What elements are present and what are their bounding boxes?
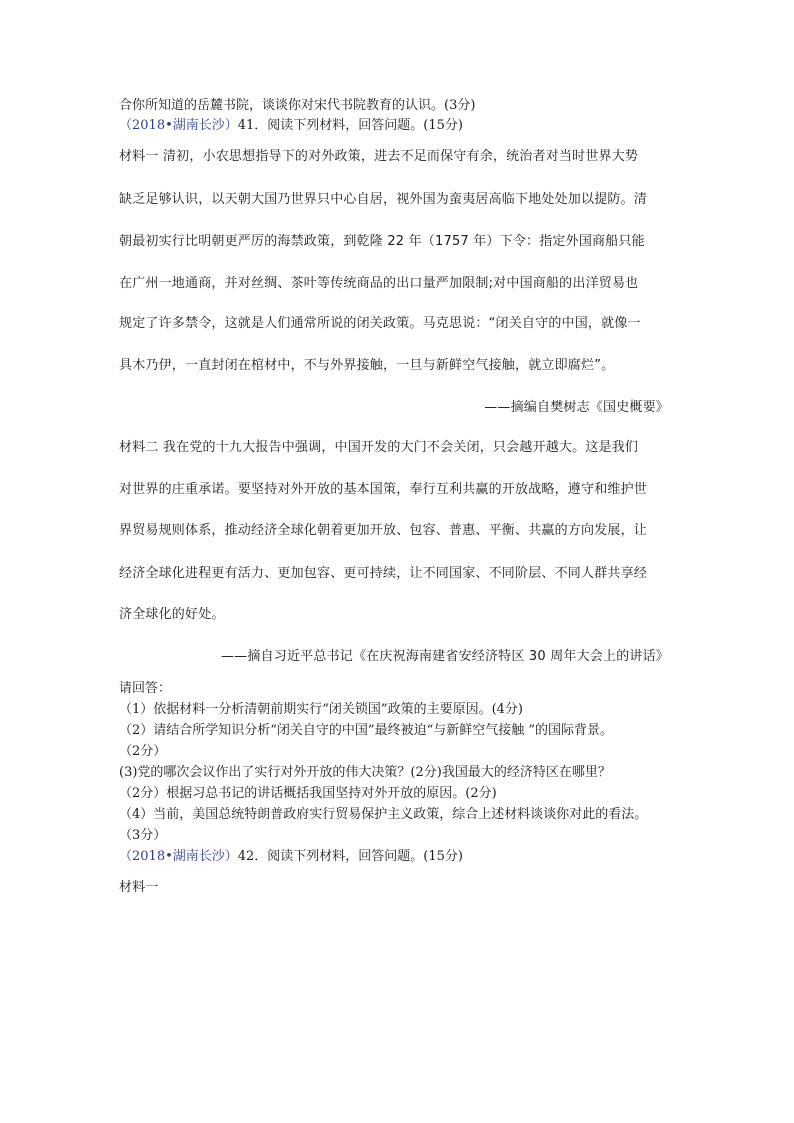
material1-line: 朝最初实行比明朝更严厉的海禁政策，到乾隆 22 年（1757 年）下令：指定外国商船只能 [119,234,645,249]
material2-line: 对世界的庄重承诺。要坚持对外开放的基本国策，奉行互利共赢的开放战略，遵守和维护世 [119,482,648,497]
material1-line: 在广州一地通商，并对丝绸、茶叶等传统商品的出口量严加限制;对中国商船的出洋贸易也 [119,276,639,291]
sub-question-line: (3)党的哪次会议作出了实行对外开放的伟大决策？(2分)我国最大的经济特区在哪里？ [119,765,611,780]
sub-question-line: （4）当前，美国总统特朗普政府实行贸易保护主义政策，综合上述材料谈谈你对此的看法。 [119,807,648,822]
material1-source: ——摘编自樊树志《国史概要》 [484,400,669,415]
sub-question-line: （1）依据材料一分析清朝前期实行“闭关锁国”政策的主要原因。(4分) [119,702,523,717]
question-42-header [119,848,463,866]
material1-line: 材料一 清初，小农思想指导下的对外政策，进去不足而保守有余，统治者对当时世界大势 [119,149,639,164]
question-source: （2018•湖南长沙） [119,118,238,133]
question-source: （2018•湖南长沙） [119,849,238,864]
question-title: 42．阅读下列材料，回答问题。(15分) [237,849,463,864]
material2-source: ——摘自习近平总书记《在庆祝海南建省安经济特区 30 周年大会上的讲话》 [220,649,669,664]
sub-question-line: （2）请结合所学知识分析“闭关自守的中国”最终被迫“与新鲜空气接触 ”的国际背景。 [119,723,613,738]
material1-line: 规定了许多禁令，这就是人们通常所说的闭关政策。马克思说：“闭关自守的中国，就像一 [119,316,641,331]
material2-line: 济全球化的好处。 [119,607,225,622]
material1-line: 具木乃伊，一直封闭在棺材中，不与外界接触，一旦与新鲜空气接触，就立即腐烂”。 [119,358,615,373]
sub-question-line: （2分）根据习总书记的讲话概括我国坚持对外开放的原因。(2分) [119,786,497,801]
sub-question-line: （3分） [119,828,167,843]
question-title: 41．阅读下列材料，回答问题。(15分) [237,118,463,133]
material1-line: 缺乏足够认识，以天朝大国乃世界只中心自居，视外国为蛮夷居高临下地处处加以提防。清 [119,192,648,207]
material2-line: 界贸易规则体系，推动经济全球化朝着更加开放、包容、普惠、平衡、共赢的方向发展，让 [119,523,648,538]
previous-question-tail: 合你所知道的岳麓书院，谈谈你对宋代书院教育的认识。(3分) [119,98,476,113]
material2-line: 材料二 我在党的十九大报告中强调，中国开发的大门不会关闭，只会越开越大。这是我们 [119,440,639,455]
q42-material1-label: 材料一 [119,880,159,895]
answer-prompt: 请回答： [119,681,172,696]
sub-question-line: （2分） [119,744,167,759]
material2-line: 经济全球化进程更有活力、更加包容、更可持续，让不同国家、不同阶层、不同人群共享经 [119,566,648,581]
question-41-header [119,117,463,135]
